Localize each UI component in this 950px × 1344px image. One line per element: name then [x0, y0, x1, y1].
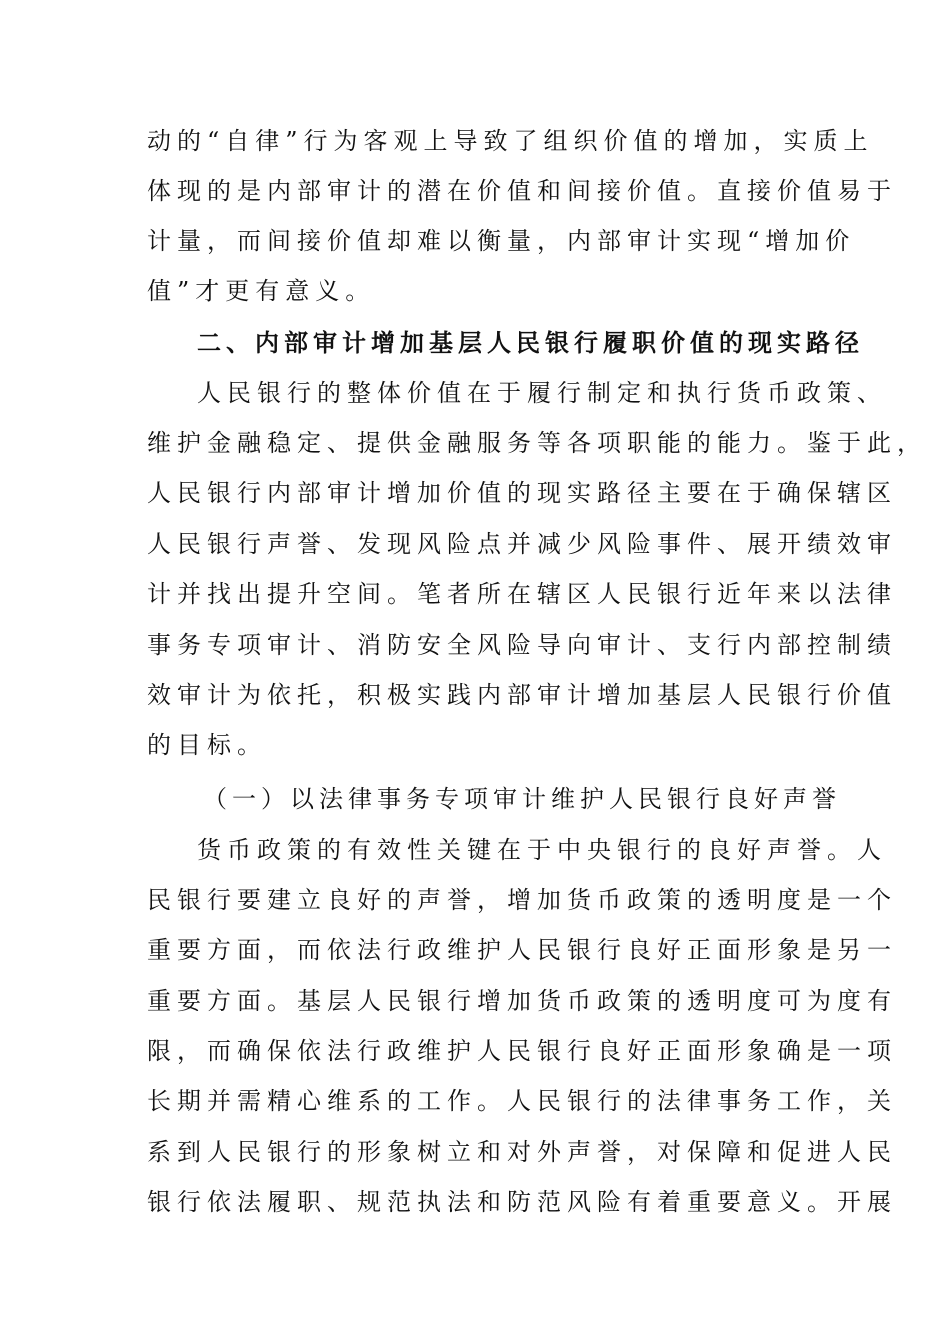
body-line: 限，而确保依法行政维护人民银行良好正面形象确是一项	[147, 1037, 897, 1065]
body-line: 事务专项审计、消防安全风险导向审计、支行内部控制绩	[147, 631, 897, 659]
body-line: 货币政策的有效性关键在于中央银行的良好声誉。人	[197, 836, 887, 864]
body-line: 民银行要建立良好的声誉，增加货币政策的透明度是一个	[147, 886, 897, 914]
section-heading: 二、内部审计增加基层人民银行履职价值的现实路径	[197, 329, 864, 357]
body-line: 人民银行声誉、发现风险点并减少风险事件、展开绩效审	[147, 530, 897, 558]
body-line: 重要方面。基层人民银行增加货币政策的透明度可为度有	[147, 987, 897, 1015]
body-line: 值”才更有意义。	[147, 277, 376, 305]
body-line: 人民银行的整体价值在于履行制定和执行货币政策、	[197, 379, 887, 407]
body-line: 维护金融稳定、提供金融服务等各项职能的能力。鉴于此，	[147, 429, 927, 457]
subsection-heading: （一）以法律事务专项审计维护人民银行良好声誉	[203, 785, 841, 813]
body-line: 重要方面，而依法行政维护人民银行良好正面形象是另一	[147, 936, 897, 964]
body-line: 动的“自律”行为客观上导致了组织价值的增加，实质上	[147, 127, 874, 155]
body-line: 长期并需精心维系的工作。人民银行的法律事务工作，关	[147, 1087, 897, 1115]
body-line: 计并找出提升空间。笔者所在辖区人民银行近年来以法律	[147, 580, 897, 608]
body-line: 的目标。	[147, 731, 267, 759]
body-line: 系到人民银行的形象树立和对外声誉，对保障和促进人民	[147, 1138, 897, 1166]
body-line: 效审计为依托，积极实践内部审计增加基层人民银行价值	[147, 681, 897, 709]
body-line: 计量，而间接价值却难以衡量，内部审计实现“增加价	[147, 227, 856, 255]
body-line: 人民银行内部审计增加价值的现实路径主要在于确保辖区	[147, 479, 897, 507]
body-line: 体现的是内部审计的潜在价值和间接价值。直接价值易于	[147, 177, 897, 205]
body-line: 银行依法履职、规范执法和防范风险有着重要意义。开展	[147, 1188, 897, 1216]
